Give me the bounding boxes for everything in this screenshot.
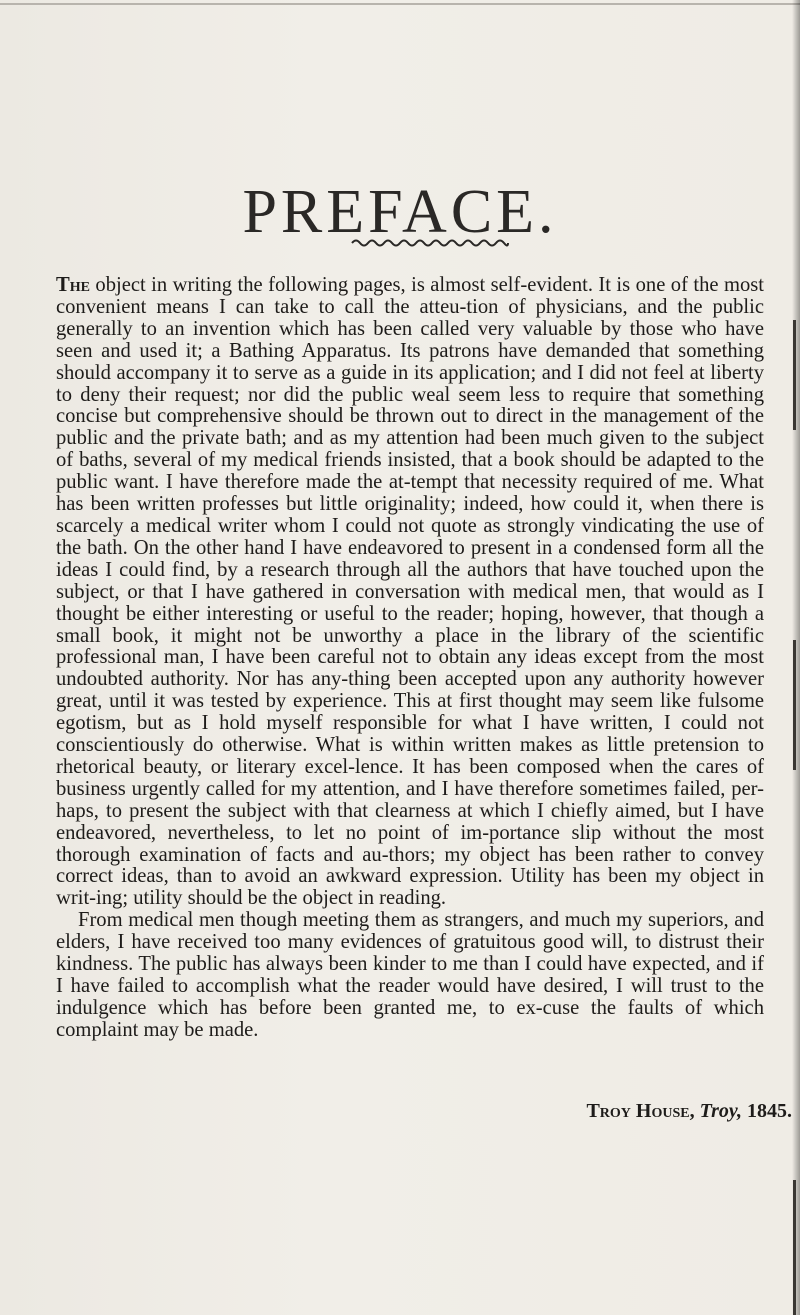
lead-word: The bbox=[56, 274, 90, 296]
signature-place: Troy House, bbox=[586, 1100, 695, 1122]
page-edge-mark bbox=[793, 1180, 796, 1315]
signature-year: 1845. bbox=[747, 1100, 792, 1122]
page-title: PREFACE. bbox=[242, 177, 558, 246]
page-edge-mark bbox=[793, 640, 796, 770]
signature-city: Troy, bbox=[699, 1100, 742, 1122]
preface-body bbox=[56, 275, 764, 1042]
signature-line bbox=[0, 1100, 792, 1123]
top-rule bbox=[0, 3, 800, 5]
paragraph-text: object in writing the following pages, is almost self-evident. It is one of the most convenient means I can take to call the atteu-tion of physicians, and the public generally to an invention which has been called very valuable by those who have seen and used it; a Bathing Apparatus. Its patrons have demanded that something should accompany it to serve as a guide in its application; and I did not feel at liberty to deny their request; nor did the public weal seem less to require that something concise but comprehensive should be thrown out to direct in the management of the public and the private bath; and as my attention had been much given to the subject of baths, several of my medical friends insisted, that a book should be adapted to the public want. I have therefore made the at-tempt that necessity required of me. What has been written professes but little originality; indeed, how could it, when there is scarcely a medical writer whom I could not quote as strongly vindicating the use of the bath. On the other hand I have endeavored to present in a condensed form all the ideas I could find, by a research through all the authors that have touched upon the subject, or that I have gathered in conversation with medical men, that would as I thought be either interesting or useful to the reader; hoping, however, that though a small book, it might not be unworthy a place in the library of the scientific professional man, I have been careful not to obtain any ideas except from the most undoubted authority. Nor has any-thing been accepted upon any authority however great, until it was tested by experience. This at first thought may seem like fulsome egotism, but as I hold myself responsible for what I have written, I could not conscientiously do otherwise. What is within written makes as little pretension to rhetorical beauty, or literary excel-lence. It has been composed when the cares of business urgently called for my attention, and I have therefore sometimes failed, per-haps, to present the subject with that clearness at which I chiefly aimed, but I have endeavored, nevertheless, to let no point of im-portance slip without the most thorough examination of facts and au-thors; my object has been rather to convey correct ideas, than to avoid an awkward expression. Utility has been my object in writ-ing; utility should be the object in reading. bbox=[56, 274, 764, 910]
paragraph-1 bbox=[56, 275, 764, 910]
wavy-rule-ornament bbox=[350, 236, 510, 250]
paragraph-2: From medical men though meeting them as strangers, and much my superiors, and elders, I have received too many evidences of gratuitous good will, to distrust their kindness. The public has always been kinder to me than I could have expected, and if I have failed to accomplish what the reader would have desired, I will trust to the indulgence which has before been granted me, to ex-cuse the faults of which complaint may be made. bbox=[56, 909, 764, 1041]
page-edge-mark bbox=[793, 320, 796, 430]
